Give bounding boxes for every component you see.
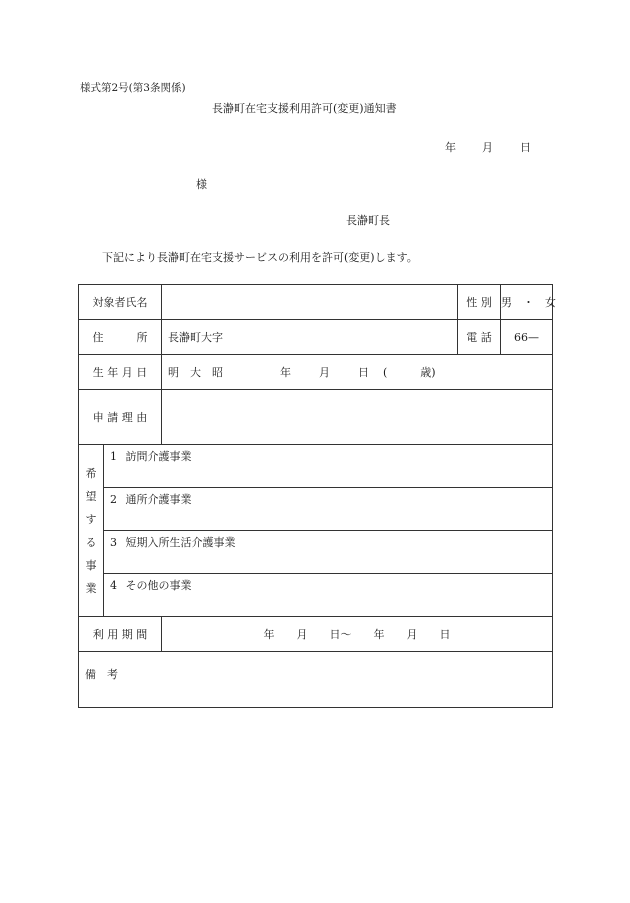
service-item-2[interactable]: 2 通所介護事業	[104, 488, 553, 531]
services-label: 希 望 す る 事 業	[79, 445, 104, 617]
application-table	[78, 284, 556, 708]
name-label: 対象者氏名	[79, 285, 162, 320]
period-field[interactable]: 年 月 日〜 年 月 日	[162, 617, 553, 652]
body-text: 下記により長瀞町在宅支援サービスの利用を許可(変更)します。	[102, 251, 418, 264]
issuer-name: 長瀞町長	[346, 214, 390, 227]
address-label: 住 所	[79, 320, 162, 355]
birth-age: ( 歳)	[383, 366, 436, 379]
service-row	[79, 445, 553, 488]
birth-field[interactable]	[162, 355, 553, 390]
address-field[interactable]: 長瀞町大字	[162, 320, 458, 355]
service-row	[79, 531, 553, 574]
form-number: 様式第2号(第3条関係)	[80, 82, 186, 94]
sex-options[interactable]: 男 ・ 女	[501, 285, 553, 320]
notes-row	[79, 652, 553, 708]
reason-row	[79, 390, 553, 445]
service-row	[79, 488, 553, 531]
birth-day: 日	[358, 366, 369, 379]
date-day: 日	[520, 141, 531, 154]
period-row	[79, 617, 553, 652]
birth-label: 生 年 月 日	[79, 355, 162, 390]
birth-row	[79, 355, 553, 390]
birth-year: 年	[280, 366, 291, 379]
notes-label: 備 考	[85, 668, 118, 681]
reason-field[interactable]	[162, 390, 553, 445]
period-label: 利 用 期 間	[79, 617, 162, 652]
phone-label: 電 話	[458, 320, 501, 355]
phone-field[interactable]: 66—	[501, 320, 553, 355]
notes-field[interactable]	[79, 652, 553, 708]
sex-label: 性 別	[458, 285, 501, 320]
service-row	[79, 574, 553, 617]
birth-month: 月	[319, 366, 330, 379]
name-row	[79, 285, 553, 320]
address-row	[79, 320, 553, 355]
birth-eras: 明 大 昭	[168, 366, 223, 379]
date-month: 月	[482, 141, 493, 154]
date-year: 年	[445, 141, 456, 154]
name-field[interactable]	[162, 285, 458, 320]
reason-label: 申 請 理 由	[79, 390, 162, 445]
service-item-4[interactable]: 4 その他の事業	[104, 574, 553, 617]
service-item-1[interactable]: 1 訪問介護事業	[104, 445, 553, 488]
addressee-suffix: 様	[196, 178, 207, 191]
document-title: 長瀞町在宅支援利用許可(変更)通知書	[212, 102, 397, 115]
service-item-3[interactable]: 3 短期入所生活介護事業	[104, 531, 553, 574]
issue-date	[445, 139, 531, 155]
